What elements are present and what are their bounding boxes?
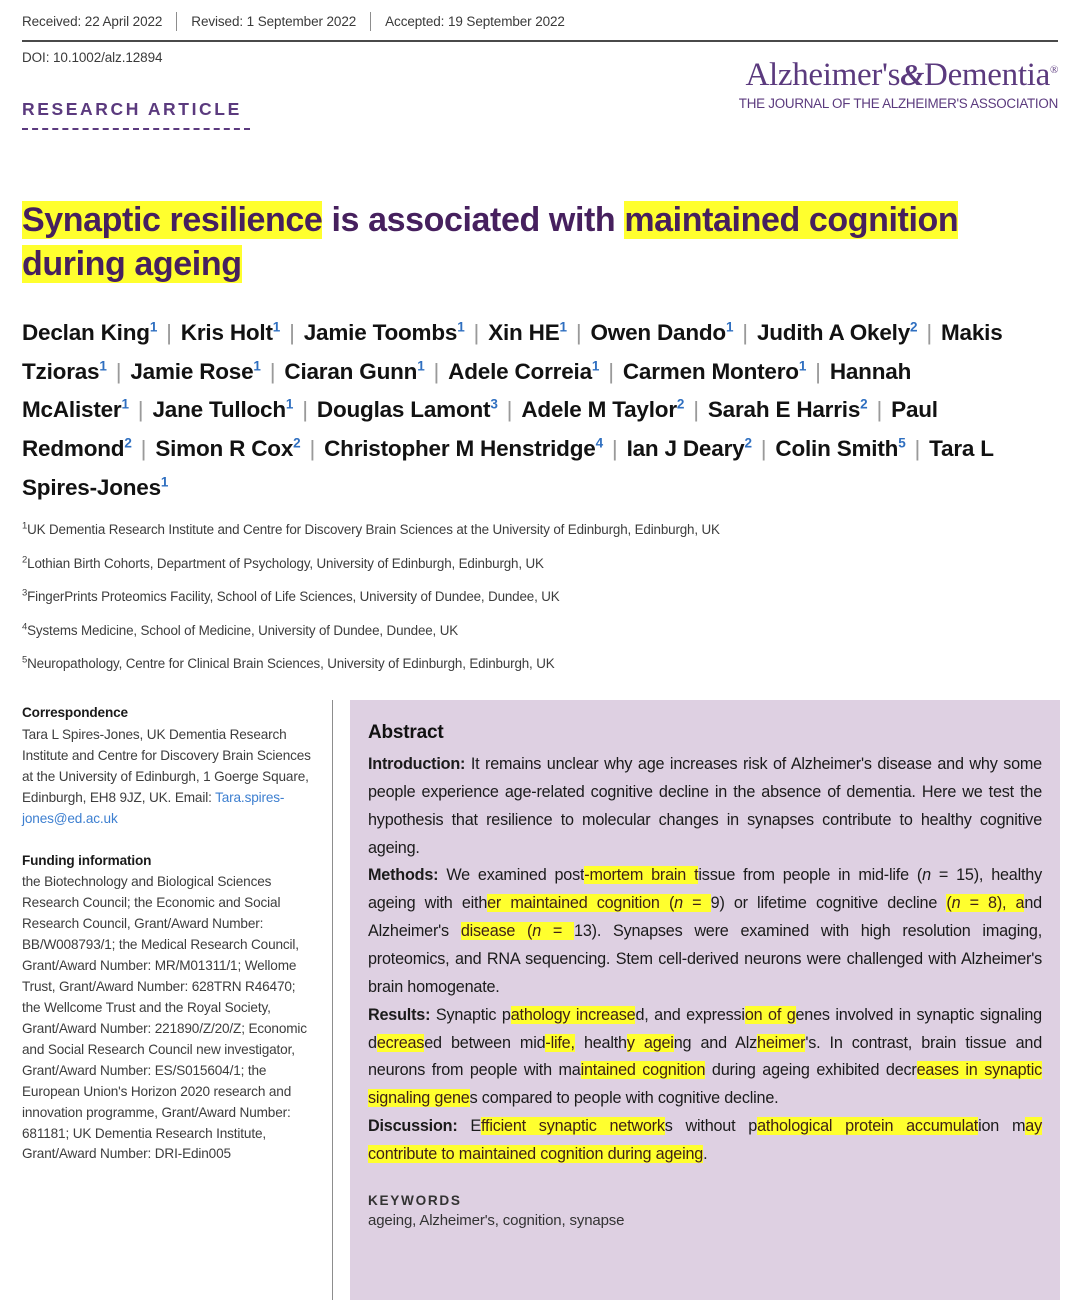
journal-tagline: THE JOURNAL OF THE ALZHEIMER'S ASSOCIATION	[738, 95, 1058, 111]
author-name: Christopher M Henstridge	[324, 436, 596, 462]
author-affiliation-marker: 1	[457, 319, 465, 335]
article-type-label: RESEARCH ARTICLE	[22, 99, 242, 119]
author-item[interactable]	[152, 397, 293, 422]
author-separator: |	[269, 358, 276, 384]
author-list	[22, 314, 1042, 507]
author-separator: |	[914, 436, 921, 462]
affiliation-marker: 2	[22, 554, 28, 566]
author-name: Jamie Rose	[130, 358, 254, 384]
author-name: Adele Correia	[448, 358, 592, 384]
abstract-text-run: athological protein accumulat	[757, 1117, 979, 1136]
abstract-section	[368, 1113, 1042, 1169]
page-title	[22, 199, 1032, 287]
author-name: Colin Smith	[775, 436, 899, 462]
author-item[interactable]	[155, 436, 300, 461]
email-label: Email:	[174, 789, 212, 805]
abstract-text-run: nd Alzheimer's	[368, 894, 1042, 941]
affiliation-text: UK Dementia Research Institute and Centre for Discovery Brain Sciences at the University of Edinburgh, Edinburgh, UK	[27, 522, 720, 537]
author-item[interactable]	[627, 436, 752, 461]
author-item[interactable]	[623, 359, 806, 384]
article-type-underline	[22, 128, 250, 130]
author-affiliation-marker: 2	[293, 435, 301, 451]
author-affiliation-marker: 3	[490, 396, 498, 412]
author-item[interactable]	[181, 320, 280, 345]
affiliation-item	[22, 655, 902, 673]
author-name: Jamie Toombs	[303, 320, 458, 345]
author-name: Simon R Cox	[155, 436, 294, 462]
correspondence-block	[22, 703, 314, 830]
author-affiliation-marker: 1	[417, 358, 425, 374]
author-name: Ciaran Gunn	[284, 358, 418, 384]
sidebar-metadata	[22, 703, 314, 1186]
abstract-text-run: ed between mid	[424, 1033, 546, 1052]
author-affiliation-marker: 1	[798, 358, 807, 374]
abstract-text-run: s without p	[664, 1117, 758, 1136]
abstract-text-run: ecreas	[376, 1033, 425, 1052]
column-divider	[332, 700, 333, 1300]
author-item[interactable]	[448, 359, 599, 384]
abstract-text-run: eases in synaptic signaling gene	[368, 1061, 1042, 1108]
author-name: Sarah E Harris	[707, 397, 861, 423]
abstract-section	[368, 1002, 1042, 1113]
abstract-text-run: issue from people in mid-life (	[698, 866, 923, 885]
author-separator: |	[302, 397, 308, 423]
author-separator: |	[608, 358, 614, 384]
affiliation-text: Lothian Birth Cohorts, Department of Psychology, University of Edinburgh, Edinburgh, UK	[27, 555, 544, 571]
abstract-text-run: n	[951, 894, 961, 913]
author-affiliation-marker: 1	[149, 319, 158, 335]
affiliation-marker: 3	[22, 587, 28, 599]
affiliation-item	[22, 588, 902, 606]
author-name: Douglas Lamont	[316, 397, 491, 423]
affiliation-text: FingerPrints Proteomics Facility, School of Life Sciences, University of Dundee, Dundee, UK	[27, 589, 560, 605]
abstract-section-label: Introduction:	[368, 755, 466, 773]
affiliation-text: Neuropathology, Centre for Clinical Brain Sciences, University of Edinburgh, Edinburgh, UK	[27, 656, 555, 672]
author-affiliation-marker: 2	[860, 396, 868, 412]
abstract-panel	[350, 700, 1060, 1300]
correspondence-heading: Correspondence	[22, 705, 128, 720]
abstract-text-run: 9) or lifetime cognitive decline	[710, 894, 947, 913]
abstract-text-run: 13). Synapses were examined with high resolution imaging, proteomics, and RNA sequencing. Stem cell-derived neurons were challenged with Alzheimer's brain homogenate.	[368, 922, 1043, 996]
abstract-text-run: = 15), healthy ageing with eith	[368, 866, 1042, 913]
author-affiliation-marker: 1	[559, 319, 567, 335]
abstract-text-run: E	[457, 1117, 482, 1136]
author-separator: |	[309, 436, 316, 462]
author-affiliation-marker: 2	[910, 319, 918, 335]
abstract-text-run: y agei	[626, 1033, 674, 1052]
author-affiliation-marker: 4	[595, 435, 603, 451]
author-name: Paul Redmond	[22, 397, 938, 462]
abstract-section	[368, 751, 1042, 862]
abstract-text-run: .	[703, 1145, 708, 1164]
author-name: Xin HE	[488, 320, 560, 345]
abstract-text-run: d, and expressi	[635, 1005, 745, 1024]
abstract-text-run: -mortem brain t	[584, 866, 699, 885]
abstract-text-run: s compared to people with cognitive decline.	[469, 1089, 779, 1108]
abstract-section-label: Results:	[368, 1005, 431, 1024]
abstract-text-run: n	[922, 866, 931, 885]
abstract-text-run: health	[574, 1033, 627, 1052]
author-item[interactable]	[317, 397, 498, 422]
author-separator: |	[611, 436, 618, 462]
author-affiliation-marker: 2	[676, 396, 685, 412]
abstract-section-label: Methods:	[368, 866, 439, 885]
author-separator: |	[926, 320, 932, 345]
author-separator: |	[166, 320, 172, 345]
author-item[interactable]	[757, 320, 917, 345]
author-name: Tara L Spires-Jones	[22, 436, 994, 500]
abstract-text-run: n	[532, 922, 542, 941]
author-name: Ian J Deary	[626, 436, 745, 462]
affiliation-text: Systems Medicine, School of Medicine, University of Dundee, Dundee, UK	[27, 622, 458, 638]
accepted-date: Accepted: 19 September 2022	[385, 14, 565, 29]
author-affiliation-marker: 1	[160, 474, 169, 490]
author-item[interactable]	[590, 320, 733, 345]
author-separator: |	[693, 397, 699, 423]
abstract-text-run: ay contribute to maintained cognition during ageing	[368, 1117, 1042, 1164]
keywords-list: ageing, Alzheimer's, cognition, synapse	[368, 1211, 625, 1229]
abstract-text-run: 's. In contrast, brain tissue and neurons from people with ma	[368, 1033, 1043, 1080]
author-separator: |	[742, 320, 748, 345]
author-separator: |	[473, 320, 480, 345]
author-item[interactable]	[22, 320, 157, 345]
doi-text[interactable]: DOI: 10.1002/alz.12894	[22, 50, 163, 65]
author-name: Kris Holt	[180, 320, 273, 345]
author-affiliation-marker: 2	[124, 435, 132, 451]
received-date: Received: 22 April 2022	[22, 14, 163, 29]
author-name: Makis Tzioras	[22, 320, 1003, 384]
author-separator: |	[506, 397, 513, 423]
abstract-text-run: athology increase	[510, 1005, 636, 1024]
affiliation-item	[22, 622, 902, 640]
author-separator: |	[760, 436, 767, 462]
affiliation-list	[22, 521, 902, 689]
affiliation-item	[22, 521, 902, 539]
author-item[interactable]	[775, 436, 905, 461]
author-affiliation-marker: 1	[285, 396, 294, 412]
funding-body: the Biotechnology and Biological Sciences Research Council; the Economic and Social Research Council, Grant/Award Number: BB/W008793/1; the Medical Research Council, Grant/Award Number: MR/M01311/1; Wellome Trust, Grant/Award Number: 628TRN R46470; the Wellcome Trust and the Royal Society, Grant/Award Number: 221890/Z/20/Z; Economic and Social Research Council new investigator, Grant/Award Number: ES/S015604/1; the European Union's Horizon 2020 research and innovation programme, Grant/Award Number: 681181; UK Dementia Research Institute, Grant/Award Number: DRI-Edin005	[22, 874, 307, 1162]
author-affiliation-marker: 1	[99, 358, 107, 374]
author-name: Hannah McAlister	[22, 358, 912, 423]
ampersand-glyph: &	[900, 57, 925, 92]
abstract-text-run: er maintained cognition (	[487, 894, 675, 913]
author-name: Carmen Montero	[622, 358, 799, 384]
author-affiliation-marker: 2	[744, 435, 752, 451]
author-affiliation-marker: 5	[898, 435, 906, 451]
abstract-text-run: fficient synaptic network	[481, 1117, 665, 1136]
abstract-text-run: disease (	[460, 922, 533, 941]
abstract-text-run: intained cognition	[580, 1061, 706, 1080]
author-item[interactable]	[304, 320, 465, 345]
author-separator: |	[289, 320, 295, 345]
abstract-sections	[368, 751, 1042, 1169]
journal-logo	[739, 58, 1058, 111]
abstract-text-run: -life,	[545, 1033, 575, 1052]
abstract-text-run: on of g	[744, 1005, 796, 1024]
author-affiliation-marker: 1	[121, 396, 129, 412]
abstract-text-run: =	[541, 922, 575, 941]
abstract-section-label: Discussion:	[368, 1117, 458, 1136]
author-affiliation-marker: 1	[272, 319, 281, 335]
funding-heading: Funding information	[22, 852, 152, 868]
author-separator: |	[815, 358, 821, 384]
title-segment-1: is associated with	[322, 200, 625, 239]
author-separator: |	[575, 320, 582, 345]
correspondence-body: Tara L Spires-Jones, UK Dementia Research Institute and Centre for Discovery Brain Sciences at the University of Edinburgh, 1 Goerge Square, Edinburgh, EH8 9JZ, UK.	[22, 726, 311, 805]
author-item[interactable]	[324, 436, 603, 461]
funding-block	[22, 851, 314, 1166]
abstract-text-run: =	[682, 894, 711, 913]
author-item[interactable]	[488, 320, 567, 345]
author-affiliation-marker: 1	[253, 358, 261, 374]
author-name: Jane Tulloch	[152, 397, 286, 423]
abstract-text-run: during ageing exhibited decr	[705, 1061, 917, 1080]
author-affiliation-marker: 1	[591, 358, 600, 374]
abstract-text-run: It remains unclear why age increases risk of Alzheimer's disease and why some people experience age-related cognitive decline in the absence of dementia. Here we test the hypothesis that resilience to molecular changes in synapses contribute to healthy cognitive ageing.	[368, 755, 1042, 857]
author-separator: |	[137, 397, 144, 423]
journal-title	[739, 58, 1058, 93]
author-name: Judith A Okely	[756, 320, 911, 345]
author-name: Declan King	[22, 320, 150, 345]
abstract-text-run: ion m	[978, 1117, 1026, 1136]
abstract-text-run: (	[946, 894, 952, 913]
keywords-heading: KEYWORDS	[368, 1192, 462, 1208]
title-segment-0: Synaptic resilience	[22, 200, 323, 239]
author-separator: |	[876, 397, 883, 423]
author-item[interactable]	[708, 397, 868, 422]
title-segment-2: maintained cognition during ageing	[22, 200, 959, 283]
abstract-heading: Abstract	[368, 722, 444, 743]
abstract-text-run: ng and Alz	[673, 1033, 758, 1052]
journal-title-part1: Alzheimer's	[745, 57, 901, 93]
affiliation-marker: 5	[22, 654, 28, 666]
affiliation-item	[22, 555, 902, 573]
abstract-text-run: n	[674, 894, 683, 913]
affiliation-marker: 1	[22, 520, 28, 532]
email-link[interactable]: Tara.spires-jones@ed.ac.uk	[22, 789, 285, 826]
abstract-text-run: = 8), a	[960, 894, 1025, 913]
author-item[interactable]	[521, 397, 684, 422]
journal-title-part2: Dementia	[924, 57, 1050, 93]
registered-mark-icon: ®	[1049, 64, 1058, 76]
abstract-text-run: Synaptic p	[430, 1005, 511, 1024]
abstract-text-run: We examined post	[438, 866, 585, 885]
abstract-text-run: enes involved in synaptic signaling d	[368, 1005, 1042, 1052]
author-name: Adele M Taylor	[521, 397, 677, 423]
revised-date: Revised: 1 September 2022	[191, 14, 357, 29]
abstract-section	[368, 862, 1042, 1001]
author-separator: |	[115, 358, 122, 384]
author-affiliation-marker: 1	[725, 319, 734, 335]
author-item[interactable]	[130, 359, 260, 384]
author-separator: |	[433, 358, 440, 384]
author-name: Owen Dando	[590, 320, 726, 345]
abstract-text-run: heimer	[757, 1033, 806, 1052]
author-separator: |	[140, 436, 147, 462]
header-rule	[22, 40, 1058, 42]
article-history	[22, 12, 1058, 31]
affiliation-marker: 4	[22, 621, 28, 633]
author-item[interactable]	[284, 359, 424, 384]
